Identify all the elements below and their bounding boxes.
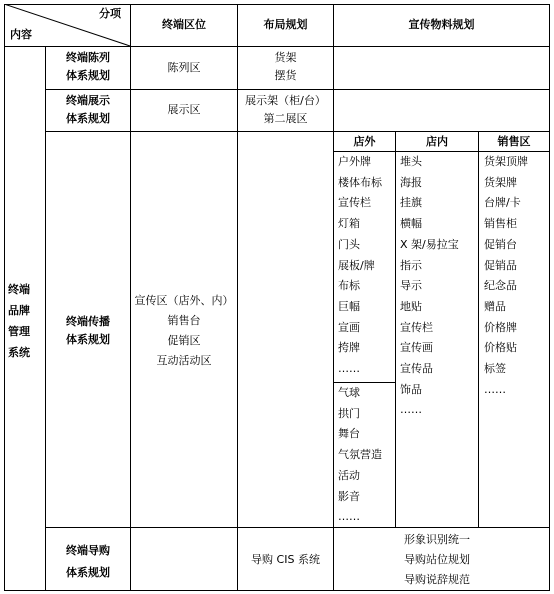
list-item: 宣传品 [400, 362, 433, 376]
list-item: …… [338, 510, 360, 524]
list-item: 灯箱 [338, 217, 360, 231]
header-layout: 布局规划 [263, 18, 308, 31]
list-item: 销售柜 [484, 217, 517, 231]
border-right [549, 4, 550, 591]
list-item: 价格贴 [484, 341, 517, 355]
list-item: 货架顶牌 [484, 155, 528, 168]
list-item: 导示 [400, 279, 422, 293]
list-item: …… [338, 362, 360, 376]
list-item: 布标 [338, 279, 360, 293]
list-item: 活动 [338, 468, 360, 482]
list-item: 促销台 [484, 237, 517, 251]
promo-subcol-2 [478, 131, 479, 528]
list-item: 宣传栏 [400, 320, 433, 334]
list-item: 货架牌 [484, 175, 517, 189]
list-item: 横幅 [400, 217, 422, 231]
list-item: 价格牌 [484, 320, 517, 334]
list-item: 气氛营造 [338, 448, 382, 462]
list-item: 挂旗 [400, 196, 422, 210]
border-left [4, 4, 5, 591]
border-bottom [4, 590, 550, 591]
list-item: 舞台 [338, 427, 360, 441]
left-system-label: 终端 品牌 管理 系统 [8, 283, 30, 359]
list-item: 巨幅 [338, 299, 360, 313]
list-item: 纪念品 [484, 279, 517, 293]
col-divider-4 [333, 4, 334, 591]
row3-name: 终端传播 体系规划 [66, 315, 110, 346]
list-item: 促销品 [484, 258, 517, 272]
list-item: 标签 [484, 362, 506, 376]
row2-area: 展示区 [167, 103, 201, 116]
list-item: 宣画 [338, 320, 360, 334]
list-item: 楼体布标 [338, 175, 382, 189]
list-item: 户外牌 [338, 155, 371, 168]
row-divider-1 [45, 89, 550, 90]
row1-layout: 货架 摆货 [274, 51, 297, 82]
promo-inside-list [400, 152, 459, 421]
list-item: 地贴 [400, 299, 422, 313]
list-item: 指示 [400, 258, 422, 272]
list-item: 气球 [338, 386, 360, 399]
list-item: 影音 [338, 489, 360, 503]
row1-area: 陈列区 [167, 61, 201, 74]
row-divider-2 [45, 131, 550, 132]
row3-area: 宣传区（店外、内） 销售台 促销区 互动活动区 [134, 294, 234, 367]
promo-sales-title: 销售区 [497, 135, 531, 148]
row2-layout: 展示架（柜/台） 第二展区 [245, 94, 326, 125]
promo-sales-list [484, 152, 528, 400]
row4-layout: 导购 CIS 系统 [251, 553, 320, 566]
promo-outside-title: 店外 [353, 135, 376, 148]
list-item: 饰品 [400, 382, 422, 396]
row2-name: 终端展示 体系规划 [66, 94, 110, 125]
row4-promo: 形象识别统一 导购站位规划 导购说辞规范 [404, 533, 470, 586]
list-item: 拱门 [338, 406, 360, 420]
corner-bottom-label: 内容 [10, 28, 32, 41]
corner-top-label: 分项 [99, 7, 121, 20]
list-item: X 架/易拉宝 [400, 237, 459, 251]
row1-name: 终端陈列 体系规划 [66, 51, 110, 82]
row4-name: 终端导购 体系规划 [66, 544, 110, 579]
promo-outside-list-a [338, 152, 382, 380]
list-item: 赠品 [484, 299, 506, 313]
list-item: 宣传栏 [338, 196, 371, 210]
list-item: 堆头 [400, 155, 422, 168]
list-item: 门头 [338, 237, 360, 251]
list-item: 台牌/卡 [484, 196, 521, 210]
header-terminal-area: 终端区位 [162, 18, 206, 31]
promo-subcol-1 [395, 131, 396, 528]
list-item: …… [484, 382, 506, 396]
promo-inside-title: 店内 [426, 135, 448, 148]
promo-outside-list-b [338, 383, 382, 528]
list-item: 海报 [400, 175, 422, 189]
list-item: 展板/牌 [338, 258, 375, 272]
list-item: 宣传画 [400, 341, 433, 355]
row-divider-3 [45, 527, 550, 528]
list-item: …… [400, 403, 422, 417]
list-item: 挎牌 [338, 341, 360, 355]
header-promo: 宣传物料规划 [408, 18, 475, 31]
